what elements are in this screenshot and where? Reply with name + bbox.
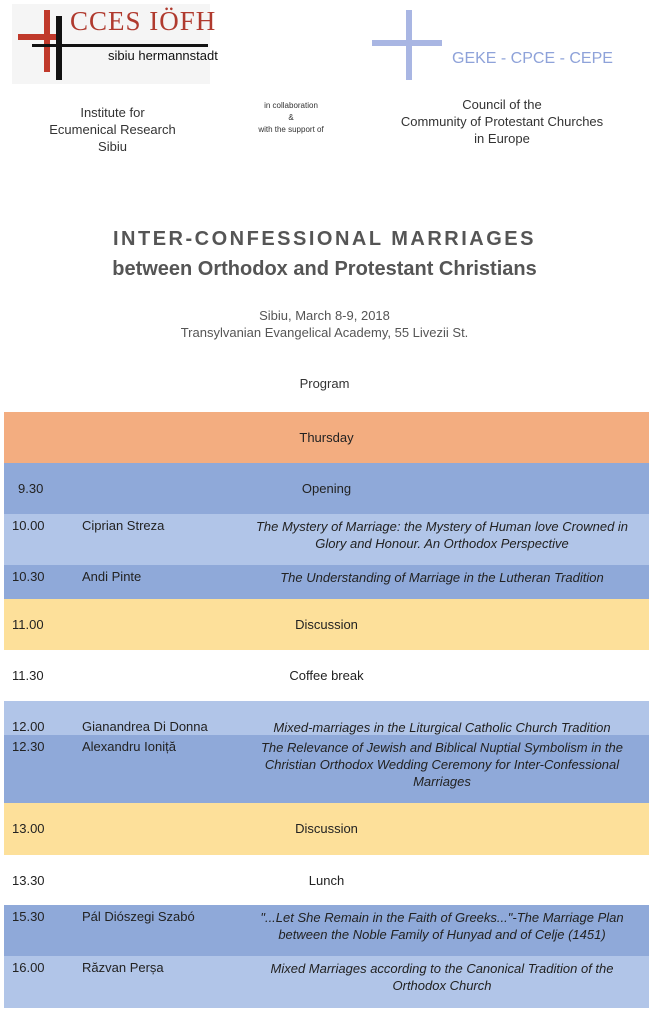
event-title: INTER-CONFESSIONAL MARRIAGES [113,228,536,250]
table-row [4,463,649,514]
row-time: 16.00 [12,960,45,975]
table-row [4,514,649,565]
cces-logo-subtitle: sibiu hermannstadt [108,48,218,63]
row-label: Coffee break [289,668,364,683]
row-time: 10.00 [12,518,45,533]
row-time: 13.30 [12,873,45,888]
row-title: Mixed-marriages in the Liturgical Catholic Church Tradition [273,720,611,735]
cces-logo [12,4,218,84]
row-speaker: Andi Pinte [82,569,142,584]
row-speaker: Ciprian Streza [82,518,165,533]
row-title: The Mystery of Marriage: the Mystery of Human love Crowned in Glory and Honour. An Orthodox Perspective [255,519,629,551]
schedule-table [4,412,649,1008]
row-speaker: Gianandrea Di Donna [82,719,208,734]
collaboration-note: in collaboration & with the support of [258,101,324,134]
table-row [4,599,649,650]
council-name: Council of the Community of Protestant Churches in Europe [400,97,604,146]
row-time: 12.00 [12,719,45,734]
row-label: Opening [301,481,352,496]
table-row [4,565,649,599]
row-title: The Relevance of Jewish and Biblical Nuptial Symbolism in the Christian Orthodox Wedding Ceremony for Inter-Confessional Marriages [260,740,623,789]
row-label: Discussion [295,617,358,632]
table-row [4,701,649,735]
event-place-date: Sibiu, March 8-9, 2018 [259,308,390,323]
red-cross-vertical [44,10,50,72]
table-row [4,855,649,905]
row-label: Lunch [308,873,345,888]
row-title: Mixed Marriages according to the Canonical Tradition of the Orthodox Church [270,961,614,993]
table-row [4,956,649,1008]
row-time: 15.30 [12,909,45,924]
event-subtitle: between Orthodox and Protestant Christians [112,258,537,280]
geke-cross-horizontal [372,40,442,46]
row-time: 9.30 [18,481,44,496]
table-row [4,735,649,803]
row-time: 10.30 [12,569,45,584]
event-venue: Transylvanian Evangelical Academy, 55 Livezii St. [180,325,469,340]
row-speaker: Alexandru Ioniță [82,739,176,754]
row-title: The Understanding of Marriage in the Lutheran Tradition [280,570,604,585]
geke-logo-title: GEKE - CPCE - CEPE [452,50,613,67]
row-label: Discussion [295,821,358,836]
row-time: 12.30 [12,739,45,754]
table-row [4,803,649,855]
row-speaker: Pál Diószegi Szabó [82,909,195,924]
cces-logo-title: CCES IÖFH [70,6,217,36]
row-time: 13.00 [12,821,45,836]
row-time: 11.00 [12,617,44,632]
row-title: "...Let She Remain in the Faith of Greeks..."-The Marriage Plan between the Noble Family of Hunyad and of Celje (1451) [260,910,624,942]
table-row [4,905,649,956]
day-header: Thursday [4,412,649,463]
black-cross-vertical [56,16,62,80]
table-row [4,650,649,701]
row-speaker: Răzvan Perșa [82,960,164,975]
program-label: Program [299,376,350,391]
black-cross-horizontal [32,44,208,47]
institute-name: Institute for Ecumenical Research Sibiu [49,105,176,154]
row-time: 11.30 [12,668,44,683]
